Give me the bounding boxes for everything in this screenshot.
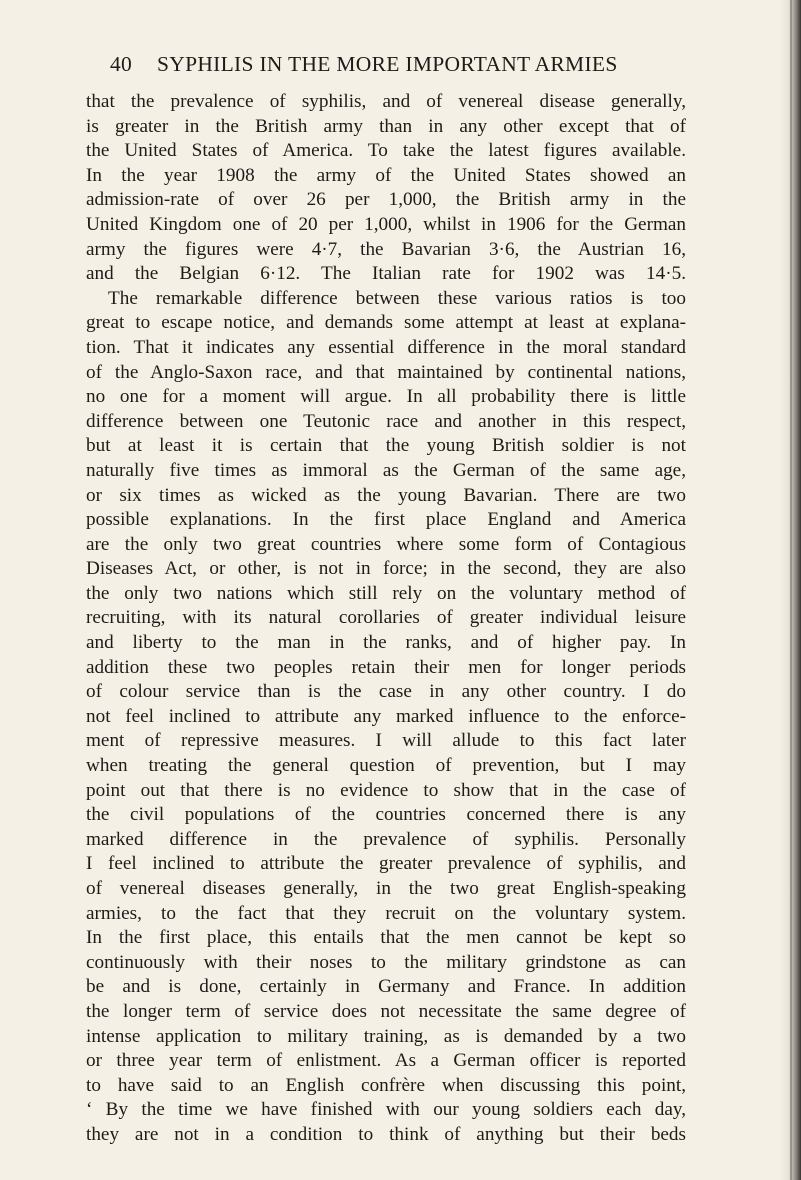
text-line: possible explanations. In the first place England and America: [86, 509, 686, 531]
text-line: the longer term of service does not necessitate the same degree of: [86, 1000, 686, 1022]
text-line: The remarkable difference between these various ratios is too: [108, 287, 686, 309]
text-line: the United States of America. To take the latest figures available.: [86, 140, 686, 162]
text-line: army the figures were 4·7, the Bavarian 3·6, the Austrian 16,: [86, 238, 686, 260]
text-line: that the prevalence of syphilis, and of venereal disease generally,: [86, 91, 686, 112]
text-line: of venereal diseases generally, in the two great English-speaking: [86, 878, 686, 899]
text-line: of the Anglo-Saxon race, and that maintained by continental nations,: [86, 361, 686, 383]
text-line: Diseases Act, or other, is not in force; in the second, they are also: [86, 558, 686, 580]
running-head: [110, 52, 690, 77]
body-text: [86, 90, 686, 1148]
text-line: addition these two peoples retain their men for longer periods: [86, 656, 686, 678]
page-edge-line: [790, 0, 792, 1180]
page-number: 40: [110, 52, 133, 76]
text-line: but at least it is certain that the young British soldier is not: [86, 435, 686, 457]
text-line: continuously with their noses to the military grindstone as can: [86, 951, 686, 973]
text-line: when treating the general question of prevention, but I may: [86, 755, 686, 777]
text-line: be and is done, certainly in Germany and France. In addition: [86, 976, 686, 998]
text-line: are the only two great countries where some form of Contagious: [86, 533, 686, 555]
text-line: In the year 1908 the army of the United States showed an: [86, 164, 686, 186]
text-line: or three year term of enlistment. As a German officer is reported: [86, 1050, 686, 1072]
text-line: and the Belgian 6·12. The Italian rate for 1902 was 14·5.: [86, 263, 686, 285]
text-line: armies, to the fact that they recruit on the voluntary system.: [86, 902, 686, 924]
text-line: great to escape notice, and demands some attempt at least at explana-: [86, 312, 686, 334]
text-line: or six times as wicked as the young Bavarian. There are two: [86, 484, 686, 506]
text-line: tion. That it indicates any essential difference in the moral standard: [86, 336, 686, 358]
text-line: ‘ By the time we have finished with our young soldiers each day,: [86, 1099, 686, 1121]
text-line: In the first place, this entails that the men cannot be kept so: [86, 927, 686, 949]
text-line: ment of repressive measures. I will allude to this fact later: [86, 730, 686, 752]
text-line: admission-rate of over 26 per 1,000, the British army in the: [86, 189, 686, 211]
text-line: they are not in a condition to think of anything but their beds: [86, 1123, 686, 1145]
text-line: difference between one Teutonic race and another in this respect,: [86, 410, 686, 432]
text-line: and liberty to the man in the ranks, and of higher pay. In: [86, 632, 686, 654]
text-line: I feel inclined to attribute the greater prevalence of syphilis, and: [86, 853, 686, 875]
text-line: the only two nations which still rely on the voluntary method of: [86, 582, 686, 604]
text-line: no one for a moment will argue. In all probability there is little: [86, 386, 686, 408]
text-line: naturally five times as immoral as the German of the same age,: [86, 459, 686, 481]
text-line: the civil populations of the countries concerned there is any: [86, 804, 686, 826]
text-line: recruiting, with its natural corollaries of greater individual leisure: [86, 607, 686, 629]
text-line: United Kingdom one of 20 per 1,000, whilst in 1906 for the German: [86, 213, 686, 235]
text-line: point out that there is no evidence to show that in the case of: [86, 779, 686, 801]
text-line: is greater in the British army than in any other except that of: [86, 115, 686, 137]
running-title: SYPHILIS IN THE MORE IMPORTANT ARMIES: [157, 52, 618, 76]
text-line: of colour service than is the case in any other country. I do: [86, 681, 686, 703]
text-line: to have said to an English confrère when discussing this point,: [86, 1074, 686, 1096]
text-line: intense application to military training, as is demanded by a two: [86, 1025, 686, 1047]
text-line: marked difference in the prevalence of syphilis. Personally: [86, 828, 686, 850]
text-line: not feel inclined to attribute any marked influence to the enforce-: [86, 705, 686, 727]
